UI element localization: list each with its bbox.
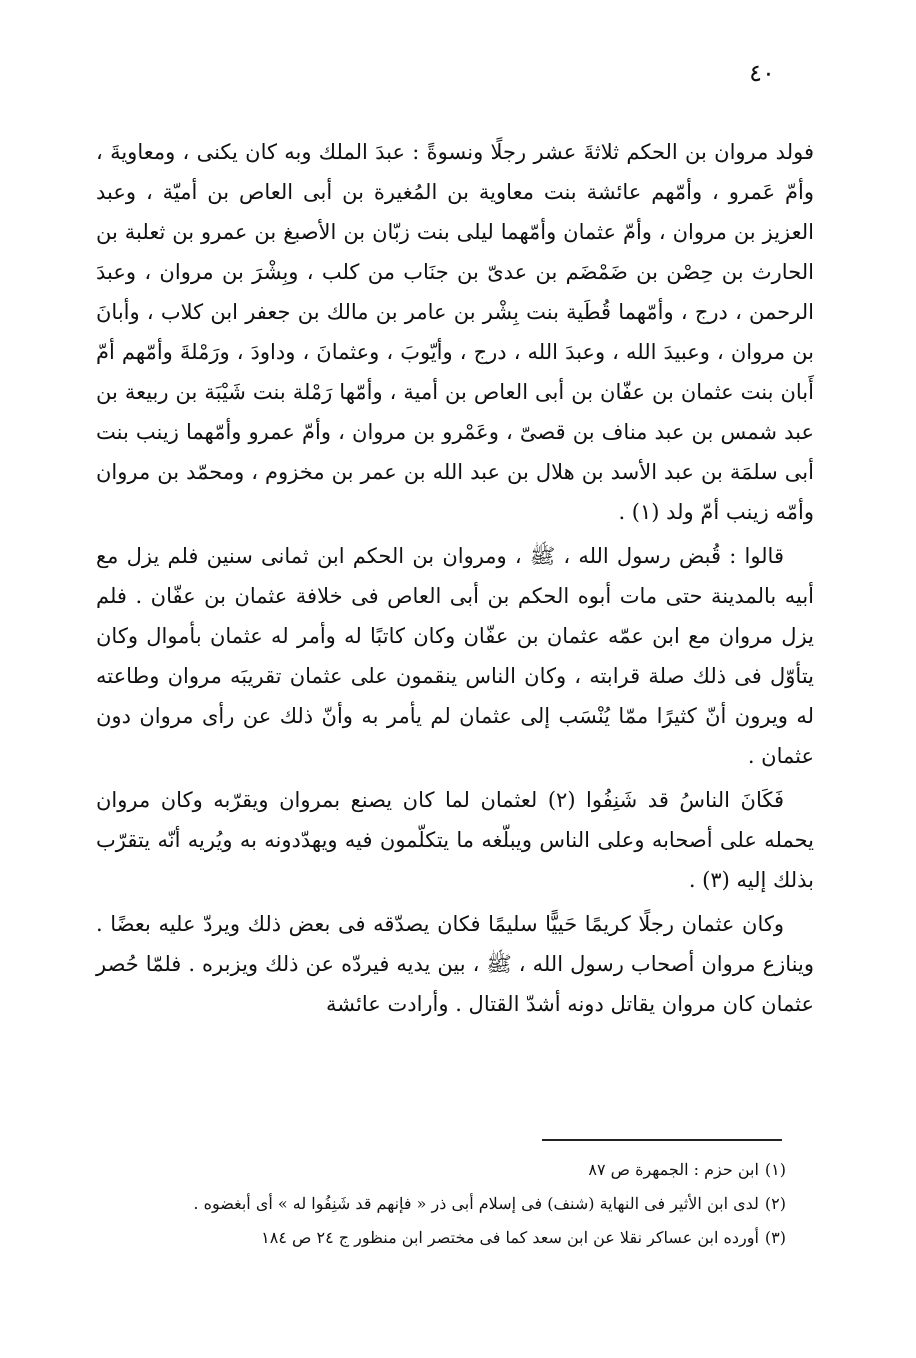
footnote-text: ابن حزم : الجمهرة ص ٨٧ bbox=[588, 1160, 759, 1179]
footnote-2 bbox=[96, 1189, 786, 1219]
paragraph-2: قالوا : قُبض رسول الله ، ﷺ ، ومروان بن الحكم ابن ثمانى سنين فلم يزل مع أبيه بالمدينة حتى مات أبوه الحكم بن أبى العاص فى خلافة عثمان بن عفّان . فلم يزل مروان مع ابن عمّه عثمان بن عفّان وكان كاتبًا له وأمر له عثمان بأموال وكان يتأوّل فى ذلك صلة قرابته ، وكان الناس ينقمون على عثمان تقريبَه مروان وطاعته له ويرون أنّ كثيرًا ممّا يُنْسَب إلى عثمان لم يأمر به وأنّ ذلك عن رأى مروان دون عثمان . bbox=[96, 544, 814, 768]
footnote-1 bbox=[96, 1155, 786, 1185]
page-number: ٤٠ bbox=[749, 59, 775, 87]
footnote-number: (٣) bbox=[764, 1228, 786, 1247]
paragraph-4: وكان عثمان رجلًا كريمًا حَييًّا سليمًا فكان يصدّقه فى بعض ذلك ويردّ عليه بعضًا . وينازع مروان أصحاب رسول الله ، ﷺ ، بين يديه فيردّه عن ذلك ويزبره . فلمّا حُصر عثمان كان مروان يقاتل دونه أشدّ القتال . وأرادت عائشة bbox=[96, 912, 814, 1016]
footnote-3 bbox=[96, 1223, 786, 1253]
footnote-number: (٢) bbox=[764, 1194, 786, 1213]
footnote-divider bbox=[542, 1139, 782, 1141]
footnote-text: أورده ابن عساكر نقلا عن ابن سعد كما فى مختصر ابن منظور ج ٢٤ ص ١٨٤ bbox=[261, 1228, 759, 1247]
footnote-text: لدى ابن الأثير فى النهاية (شنف) فى إسلام أبى ذر « فإنهم قد شَنِفُوا له » أى أبغضوه . bbox=[193, 1194, 759, 1213]
paragraph-1: فولد مروان بن الحكم ثلاثةَ عشر رجلًا ونسوةً : عبدَ الملك وبه كان يكنى ، ومعاويةَ ، وأمّ عَمرو ، وأمّهم عائشة بنت معاوية بن المُغيرة بن أبى العاص بن أميّة ، وعبد العزيز بن مروان ، وأمّ عثمان وأمّهما ليلى بنت زبّان بن الأصبغ بن عمرو بن ثعلبة بن الحارث بن حِصْن بن ضَمْضَم بن عدىّ بن جنَاب من كلب ، وبِشْرَ بن مروان ، وعبدَ الرحمن ، درج ، وأمّهما قُطَية بنت بِشْر بن عامر بن مالك بن جعفر ابن كلاب ، وأبانَ بن مروان ، وعبيدَ الله ، وعبدَ الله ، درج ، وأيّوبَ ، وعثمانَ ، وداودَ ، ورَمْلةَ وأمّهم أمّ أَبان بنت عثمان بن عفّان بن أبى العاص بن أمية ، وأمّها رَمْلة بنت شَيْبَة بن ربيعة بن عبد شمس بن عبد مناف بن قصىّ ، وعَمْرو بن مروان ، وأمّ عمرو وأمّهما زينب بنت أبى سلمَة بن عبد الأسد بن هلال بن عبد الله بن عمر بن مخزوم ، ومحمّد بن مروان وأمّه زينب أمّ ولد (١) . bbox=[96, 140, 814, 524]
footnote-number: (١) bbox=[764, 1160, 786, 1179]
footnotes bbox=[96, 1155, 786, 1257]
paragraph-3: فَكَانَ الناسُ قد شَنِفُوا (٢) لعثمان لما كان يصنع بمروان ويقرّبه وكان مروان يحمله على أصحابه وعلى الناس ويبلّغه ما يتكلّمون فيه ويهدّدونه به ويُريه أنّه يتقرّب بذلك إليه (٣) . bbox=[96, 788, 814, 892]
main-text bbox=[96, 132, 814, 1028]
